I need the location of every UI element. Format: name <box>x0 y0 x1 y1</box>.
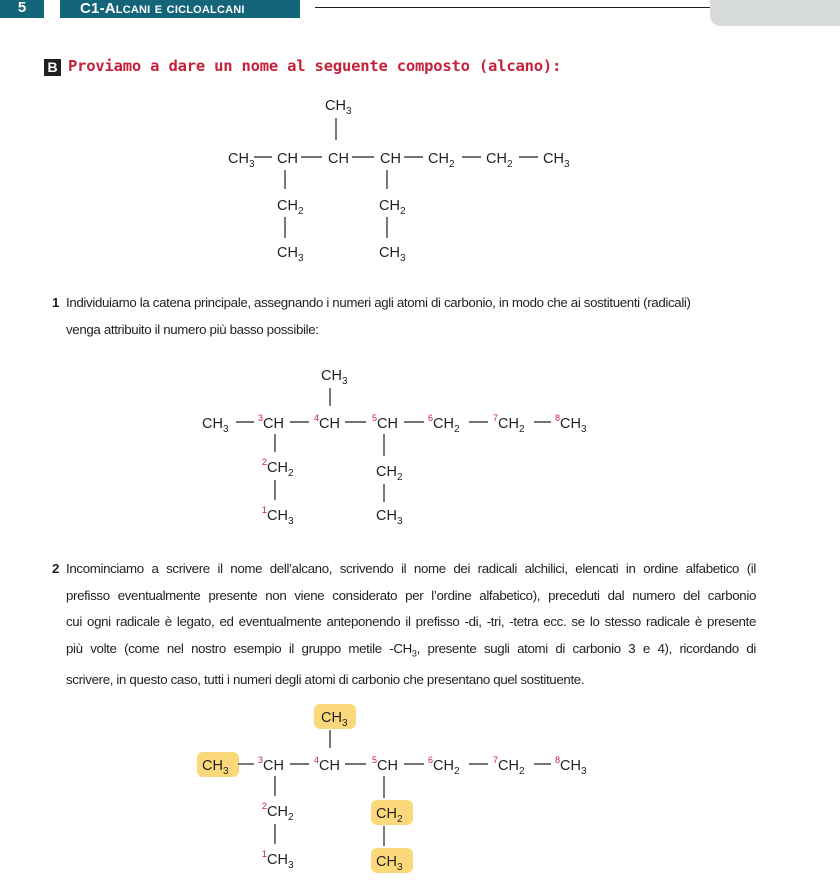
f1-c4: CH <box>380 151 401 167</box>
f1-b2-ch3: $CH_3$ <box>379 245 406 264</box>
page-number: 5 <box>0 0 44 18</box>
f1-c3: CH <box>328 151 349 167</box>
f2-c3: $^3$CH <box>258 413 284 432</box>
f1-ch3-top: $CH_3$ <box>325 98 352 117</box>
f3-b2-ch3: $CH_3$ <box>376 854 403 873</box>
f2-ch3-top: $CH_3$ <box>321 368 348 387</box>
f3-c5: $^5$CH <box>372 755 398 774</box>
f2-b2-ch3: $CH_3$ <box>376 508 403 527</box>
f2-c5: $^5$CH <box>372 413 398 432</box>
f3-b2-ch2: $CH_2$ <box>376 806 403 825</box>
f1-c2: CH <box>277 151 298 167</box>
f2-ch3-left: $CH_3$ <box>202 416 229 435</box>
f1-b1-ch2: $CH_2$ <box>277 198 304 217</box>
f3-ch3-left: $CH_3$ <box>202 758 229 777</box>
step-2-number: 2 <box>52 561 60 576</box>
step-2-line-4: più volte (come nel nostro esempio il gruppo metile $-CH_3$, presente sugli atomi di carbonio 3 e 4), ricordando di <box>66 640 756 659</box>
section-badge: B <box>44 59 61 76</box>
f3-c8: $^8CH_3$ <box>555 755 587 777</box>
f3-c7: $^7CH_2$ <box>493 755 525 777</box>
f3-ch3-top: $CH_3$ <box>321 710 348 729</box>
f3-c4: $^4$CH <box>314 755 340 774</box>
f3-c1: $^1CH_3$ <box>262 849 294 871</box>
f2-c4: $^4$CH <box>314 413 340 432</box>
f2-c8: $^8CH_3$ <box>555 413 587 435</box>
step-1-number: 1 <box>52 295 60 310</box>
formula-3-bonds <box>238 730 551 846</box>
f1-c7: $CH_3$ <box>543 151 570 170</box>
section-title: Proviamo a dare un nome al seguente composto (alcano): <box>68 57 562 75</box>
step-1-paragraph: 1 Individuiamo la catena principale, assegnando i numeri agli atomi di carbonio, in modo che ai sostituenti (radicali) venga attribuito il numero più basso possibile: <box>66 290 756 343</box>
step-2-paragraph: 2 Incominciamo a scrivere il nome dell’alcano, scrivendo il nome dei radicali alchilici, elencati in ordine alfabetico (il prefisso eventualmente presente non viene considerato per l’ordine alfabetico), preceduti dal numero del carbonio cui ogni radicale è legato, ed eventualmente anteponendo il prefisso -di, -tri, -tetra ecc. se lo stesso radicale è presente più volte (come nel nostro esempio il gruppo metile $-CH_3$, presente sugli atomi di carbonio 3 e 4), ricordando di scrivere, in questo caso, tutti i numeri degli atomi di carbonio che presentano quel sostituente. <box>66 556 756 693</box>
f2-c6: $^6CH_2$ <box>428 413 460 435</box>
f1-c6: $CH_2$ <box>486 151 513 170</box>
f1-b1-ch3: $CH_3$ <box>277 245 304 264</box>
chapter-title: C1-Alcani e cicloalcani <box>60 0 300 18</box>
f1-c1: $CH_3$ <box>228 151 255 170</box>
f3-c2: $^2CH_2$ <box>262 801 294 823</box>
f1-c5: $CH_2$ <box>428 151 455 170</box>
f3-c3: $^3$CH <box>258 755 284 774</box>
f2-b2-ch2: $CH_2$ <box>376 464 403 483</box>
f2-c2: $^2CH_2$ <box>262 457 294 479</box>
f2-c1: $^1CH_3$ <box>262 505 294 527</box>
f2-c7: $^7CH_2$ <box>493 413 525 435</box>
f3-c6: $^6CH_2$ <box>428 755 460 777</box>
f1-b2-ch2: $CH_2$ <box>379 198 406 217</box>
highlights <box>197 704 413 873</box>
